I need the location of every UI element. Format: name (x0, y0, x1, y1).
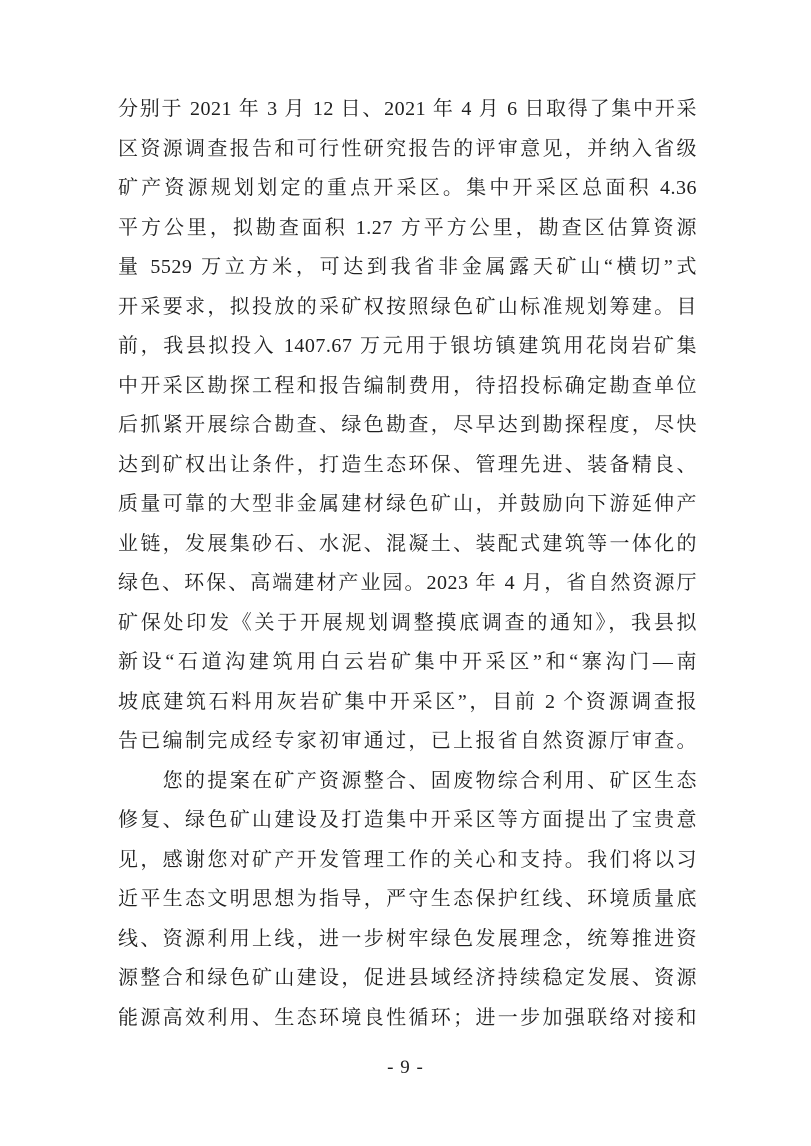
text-line: 区资源调查报告和可行性研究报告的评审意见，并纳入省级 (118, 137, 697, 160)
text-line: 修复、绿色矿山建设及打造集中开采区等方面提出了宝贵意 (118, 809, 697, 831)
document-body (118, 90, 697, 1038)
text-line: 前，我县拟投入 1407.67 万元用于银坊镇建筑用花岗岩矿集 (118, 335, 697, 357)
text-line: 平方公里，拟勘查面积 1.27 方平方公里，勘查区估算资源 (118, 216, 697, 239)
text-line: 见，感谢您对矿产开发管理工作的关心和支持。我们将以习 (118, 848, 697, 871)
text-line: 矿保处印发《关于开展规划调整摸底调查的通知》，我县拟 (118, 611, 697, 634)
text-line: 质量可靠的大型非金属建材绿色矿山，并鼓励向下游延伸产 (118, 493, 697, 515)
text-line: 坡底建筑石料用灰岩矿集中开采区”，目前 2 个资源调查报 (118, 690, 697, 713)
text-line: 后抓紧开展综合勘查、绿色勘查，尽早达到勘探程度，尽快 (118, 414, 697, 436)
text-line paragraph-start: 您的提案在矿产资源整合、固废物综合利用、矿区生态 (118, 769, 697, 792)
text-line: 绿色、环保、高端建材产业园。2023 年 4 月，省自然资源厅 (118, 572, 697, 594)
text-line: 达到矿权出让条件，打造生态环保、管理先进、装备精良、 (118, 453, 697, 476)
text-line: 分别于 2021 年 3 月 12 日、2021 年 4 月 6 日取得了集中开采 (118, 98, 697, 120)
text-line: 量 5529 万立方米，可达到我省非金属露天矿山“横切”式 (118, 256, 697, 278)
text-line: 新设“石道沟建筑用白云岩矿集中开采区”和“寨沟门—南 (118, 651, 697, 673)
text-line: 源整合和绿色矿山建设，促进县域经济持续稳定发展、资源 (118, 967, 697, 989)
text-line: 近平生态文明思想为指导，严守生态保护红线、环境质量底 (118, 888, 697, 910)
text-line: 开采要求，拟投放的采矿权按照绿色矿山标准规划筹建。目 (118, 295, 697, 318)
text-line: 能源高效利用、生态环境良性循环；进一步加强联络对接和 (118, 1006, 697, 1029)
text-line: 业链，发展集砂石、水泥、混凝土、装配式建筑等一体化的 (118, 532, 697, 555)
text-line: 线、资源利用上线，进一步树牢绿色发展理念，统筹推进资 (118, 927, 697, 950)
text-line: 矿产资源规划划定的重点开采区。集中开采区总面积 4.36 (118, 177, 697, 199)
text-line: 中开采区勘探工程和报告编制费用，待招投标确定勘查单位 (118, 374, 697, 397)
page-number: - 9 - (387, 1057, 424, 1078)
text-line: 告已编制完成经专家初审通过，已上报省自然资源厅审查。 (118, 730, 697, 752)
